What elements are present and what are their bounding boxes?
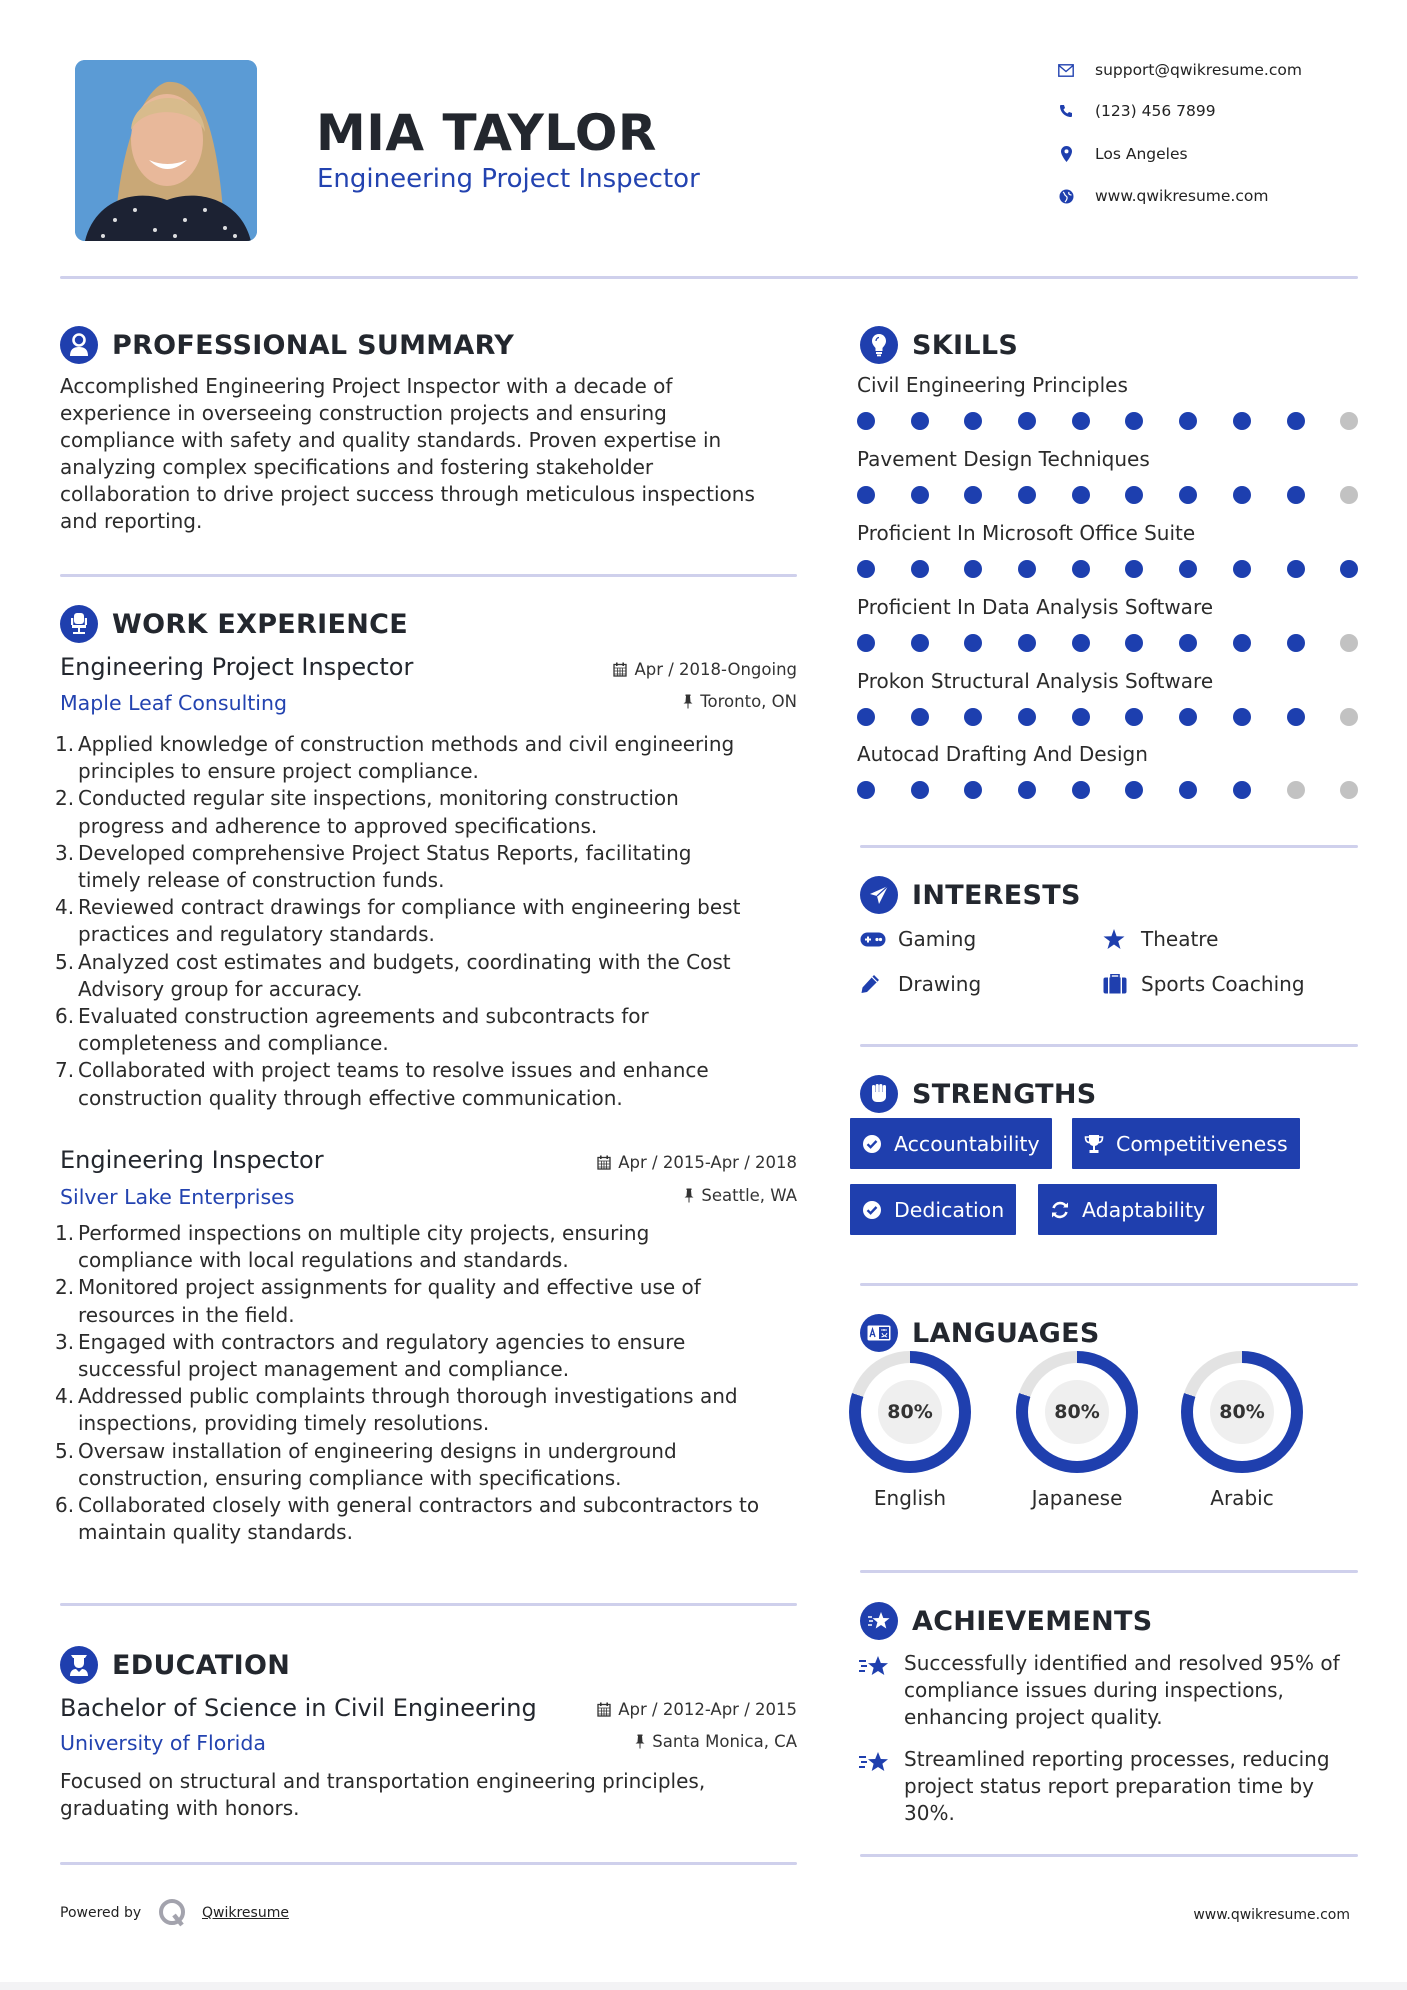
job-dates — [613, 660, 797, 679]
pushpin-icon — [635, 1734, 645, 1749]
interests-title: INTERESTS — [912, 879, 1081, 911]
summary-title: PROFESSIONAL SUMMARY — [112, 329, 515, 361]
contact-location — [1055, 141, 1385, 167]
summary-line: and reporting. — [60, 509, 203, 533]
contact-email[interactable] — [1055, 57, 1385, 83]
rating-dot-filled — [1018, 412, 1036, 430]
job-dates-text: Apr / 2015-Apr / 2018 — [618, 1153, 797, 1172]
rating-dot-filled — [1125, 486, 1143, 504]
star-badge-icon — [860, 1602, 898, 1640]
language-name: Japanese — [1031, 1486, 1123, 1510]
calendar-icon — [597, 1702, 611, 1717]
rating-dot-filled — [1072, 781, 1090, 799]
degree-title: Bachelor of Science in Civil Engineering — [60, 1694, 537, 1722]
skill-name: Civil Engineering Principles — [857, 373, 1128, 397]
strength-badge — [850, 1118, 1052, 1169]
fist-icon — [860, 1075, 898, 1113]
languages-title: LANGUAGES — [912, 1317, 1100, 1349]
achievement-text: Successfully identified and resolved 95% of compliance issues during inspections, enhancing project quality. — [904, 1651, 1340, 1729]
rating-dot-filled — [911, 634, 929, 652]
rating-dot-filled — [857, 412, 875, 430]
experience-heading — [60, 604, 408, 644]
skills-title: SKILLS — [912, 329, 1019, 361]
pushpin-icon — [683, 694, 693, 709]
education-description: Focused on structural and transportation engineering principles, graduating with honors. — [60, 1769, 706, 1820]
section-divider — [860, 1854, 1358, 1857]
user-icon — [60, 326, 98, 364]
rating-dot-filled — [1125, 708, 1143, 726]
rating-dot-filled — [1072, 560, 1090, 578]
rating-dot-filled — [911, 708, 929, 726]
list-item: 3. Engaged with contractors and regulatory agencies to ensure successful project management and compliance. — [55, 1329, 686, 1382]
calendar-icon — [597, 1155, 611, 1170]
achievement-item — [858, 1746, 1358, 1827]
email-text: support@qwikresume.com — [1095, 61, 1302, 79]
strength-label: Dedication — [894, 1197, 1005, 1222]
language-progress-ring — [1016, 1351, 1138, 1473]
skill-name: Autocad Drafting And Design — [857, 742, 1148, 766]
job-dates — [597, 1153, 797, 1172]
rating-dot-filled — [1072, 486, 1090, 504]
company-name: Maple Leaf Consulting — [60, 691, 288, 715]
translate-icon — [860, 1314, 898, 1352]
list-item: 2. Monitored project assignments for quality and effective use of resources in the field. — [55, 1275, 701, 1327]
header-divider — [60, 276, 1358, 279]
candidate-title: Engineering Project Inspector — [317, 164, 700, 194]
qwikresume-logo-icon — [158, 1898, 188, 1932]
rating-dot-filled — [911, 560, 929, 578]
strength-label: Accountability — [894, 1131, 1040, 1156]
job-location-text: Seattle, WA — [701, 1186, 797, 1205]
job-location — [684, 1186, 797, 1205]
rating-dot-filled — [1179, 708, 1197, 726]
interests-heading — [860, 875, 1081, 915]
gamepad-icon — [860, 932, 888, 947]
interest-label: Sports Coaching — [1141, 972, 1305, 996]
profile-photo — [75, 60, 257, 241]
rating-dot-filled — [1072, 634, 1090, 652]
list-item: 5. Analyzed cost estimates and budgets, coordinating with the Cost Advisory group for accuracy. — [55, 949, 731, 1001]
pushpin-icon — [684, 1188, 694, 1203]
section-divider — [860, 845, 1358, 848]
languages-heading — [860, 1313, 1100, 1353]
rating-dot-filled — [1233, 560, 1251, 578]
language-name: English — [873, 1486, 947, 1510]
rating-dot-filled — [1125, 781, 1143, 799]
rating-dot-filled — [964, 634, 982, 652]
skills-heading — [860, 325, 1018, 365]
skill-rating — [857, 486, 1394, 504]
list-item: 4. Reviewed contract drawings for compliance with engineering best practices and regulatory standards. — [55, 895, 741, 947]
contact-website[interactable] — [1055, 183, 1385, 209]
section-divider — [860, 1283, 1358, 1286]
rating-dot-filled — [1233, 486, 1251, 504]
rating-dot-filled — [1287, 486, 1305, 504]
phone-icon — [1055, 100, 1077, 122]
rating-dot-empty — [1340, 486, 1358, 504]
job-responsibilities — [55, 1220, 805, 1546]
shooting-star-icon — [858, 1746, 904, 1827]
company-name: Silver Lake Enterprises — [60, 1185, 295, 1209]
rating-dot-filled — [1125, 634, 1143, 652]
rating-dot-filled — [1125, 412, 1143, 430]
strengths-heading — [860, 1074, 1097, 1114]
section-divider — [60, 1862, 797, 1865]
language-percent: 80% — [878, 1380, 942, 1444]
star-icon — [1103, 929, 1131, 950]
summary-line: analyzing complex specifications and fostering stakeholder — [60, 455, 654, 479]
job-location — [683, 692, 797, 711]
strength-badge — [1072, 1118, 1300, 1169]
rating-dot-empty — [1287, 781, 1305, 799]
portrait-image — [75, 60, 257, 241]
qwikresume-link[interactable]: Qwikresume — [202, 1905, 289, 1921]
language-progress-ring — [849, 1351, 971, 1473]
job-dates-text: Apr / 2018-Ongoing — [634, 660, 797, 679]
language-percent: 80% — [1210, 1380, 1274, 1444]
rating-dot-filled — [857, 708, 875, 726]
skill-name: Proficient In Data Analysis Software — [857, 595, 1214, 619]
summary-line: Accomplished Engineering Project Inspector with a decade of — [60, 374, 673, 398]
check-circle-icon — [862, 1200, 882, 1220]
section-divider — [60, 1603, 797, 1606]
rating-dot-filled — [964, 781, 982, 799]
phone-text: (123) 456 7899 — [1095, 102, 1216, 120]
rating-dot-filled — [1072, 708, 1090, 726]
job-title: Engineering Inspector — [60, 1146, 324, 1174]
school-name: University of Florida — [60, 1731, 266, 1755]
refresh-icon — [1050, 1200, 1070, 1220]
language-percent: 80% — [1045, 1380, 1109, 1444]
strength-badge — [1038, 1184, 1217, 1235]
page-bottom-edge — [0, 1982, 1407, 1990]
skill-name: Pavement Design Techniques — [857, 447, 1150, 471]
rating-dot-filled — [1287, 412, 1305, 430]
map-marker-icon — [1055, 143, 1077, 165]
interest-item — [860, 970, 981, 998]
envelope-icon — [1055, 59, 1077, 81]
interest-item — [860, 925, 976, 953]
rating-dot-filled — [964, 412, 982, 430]
education-dates — [597, 1700, 797, 1719]
job-title: Engineering Project Inspector — [60, 653, 414, 681]
powered-by-text: Powered by — [60, 1905, 142, 1921]
summary-line: collaboration to drive project success through meticulous inspections — [60, 482, 755, 506]
list-item: 3. Developed comprehensive Project Status Reports, facilitating timely release of construction funds. — [55, 840, 692, 893]
rating-dot-filled — [1287, 708, 1305, 726]
rating-dot-filled — [1287, 634, 1305, 652]
rating-dot-filled — [964, 560, 982, 578]
rating-dot-filled — [1340, 560, 1358, 578]
section-divider — [860, 1044, 1358, 1047]
rating-dot-filled — [1179, 412, 1197, 430]
location-text: Los Angeles — [1095, 145, 1188, 163]
rating-dot-empty — [1340, 634, 1358, 652]
rating-dot-filled — [857, 560, 875, 578]
skill-name: Proficient In Microsoft Office Suite — [857, 521, 1196, 545]
summary-text — [60, 373, 800, 535]
skill-rating — [857, 412, 1394, 430]
interest-label: Gaming — [898, 927, 977, 951]
education-dates-text: Apr / 2012-Apr / 2015 — [618, 1700, 797, 1719]
strength-label: Adaptability — [1082, 1197, 1206, 1222]
job-location-text: Toronto, ON — [700, 692, 797, 711]
lightbulb-icon — [860, 326, 898, 364]
achievement-item — [858, 1650, 1358, 1731]
check-circle-icon — [862, 1134, 882, 1154]
rating-dot-filled — [1018, 486, 1036, 504]
rating-dot-filled — [911, 412, 929, 430]
list-item: 2. Conducted regular site inspections, monitoring construction progress and adherence to approved specifications. — [55, 786, 679, 838]
achievement-text: Streamlined reporting processes, reducing project status report preparation time by 30%. — [904, 1747, 1330, 1825]
list-item: 1. Applied knowledge of construction methods and civil engineering principles to ensure project compliance. — [55, 732, 735, 784]
rating-dot-filled — [1018, 708, 1036, 726]
interest-item — [1103, 970, 1305, 998]
education-location — [635, 1732, 797, 1751]
rating-dot-filled — [1179, 560, 1197, 578]
contact-phone[interactable] — [1055, 98, 1385, 124]
strength-label: Competitiveness — [1116, 1131, 1288, 1156]
rating-dot-filled — [1072, 412, 1090, 430]
skill-rating — [857, 781, 1394, 799]
rating-dot-empty — [1340, 781, 1358, 799]
summary-line: compliance with safety and quality standards. Proven expertise in — [60, 428, 722, 452]
rating-dot-filled — [857, 486, 875, 504]
interest-item — [1103, 925, 1218, 953]
rating-dot-filled — [1018, 781, 1036, 799]
rating-dot-filled — [1233, 412, 1251, 430]
rating-dot-filled — [1287, 560, 1305, 578]
education-title: EDUCATION — [112, 1649, 291, 1681]
rating-dot-filled — [857, 634, 875, 652]
rating-dot-filled — [964, 486, 982, 504]
office-chair-icon — [60, 605, 98, 643]
list-item: 1. Performed inspections on multiple city projects, ensuring compliance with local regulations and standards. — [55, 1221, 650, 1273]
experience-title: WORK EXPERIENCE — [112, 608, 408, 640]
paper-plane-icon — [860, 876, 898, 914]
list-item: 5. Oversaw installation of engineering designs in underground construction, ensuring compliance with specifications. — [55, 1438, 677, 1490]
rating-dot-empty — [1340, 412, 1358, 430]
rating-dot-filled — [1125, 560, 1143, 578]
education-heading — [60, 1645, 290, 1685]
summary-heading — [60, 325, 514, 365]
achievements-title: ACHIEVEMENTS — [912, 1605, 1153, 1637]
achievements-heading — [860, 1601, 1153, 1641]
list-item: 6. Collaborated closely with general contractors and subcontractors to maintain quality standards. — [55, 1493, 760, 1545]
section-divider — [60, 574, 797, 577]
trophy-icon — [1084, 1134, 1104, 1154]
rating-dot-filled — [1233, 634, 1251, 652]
language-progress-ring — [1181, 1351, 1303, 1473]
rating-dot-filled — [1233, 708, 1251, 726]
skill-name: Prokon Structural Analysis Software — [857, 669, 1214, 693]
rating-dot-filled — [1018, 560, 1036, 578]
strengths-title: STRENGTHS — [912, 1078, 1097, 1110]
rating-dot-empty — [1340, 708, 1358, 726]
graduate-icon — [60, 1646, 98, 1684]
pencil-icon — [860, 974, 888, 994]
list-item: 6. Evaluated construction agreements and subcontracts for completeness and compliance. — [55, 1004, 649, 1056]
interest-label: Drawing — [898, 972, 982, 996]
education-location-text: Santa Monica, CA — [652, 1732, 797, 1751]
strength-badge — [850, 1184, 1016, 1235]
section-divider — [860, 1570, 1358, 1573]
calendar-icon — [613, 662, 627, 677]
list-item: 4. Addressed public complaints through thorough investigations and inspections, providing timely resolutions. — [55, 1384, 738, 1436]
rating-dot-filled — [1179, 781, 1197, 799]
briefcase-icon — [1103, 974, 1131, 994]
globe-icon — [1055, 185, 1077, 207]
skill-rating — [857, 708, 1394, 726]
rating-dot-filled — [1018, 634, 1036, 652]
candidate-name: MIA TAYLOR — [316, 104, 657, 162]
skill-rating — [857, 634, 1394, 652]
shooting-star-icon — [858, 1650, 904, 1731]
interest-label: Theatre — [1141, 927, 1219, 951]
rating-dot-filled — [857, 781, 875, 799]
website-text: www.qwikresume.com — [1095, 187, 1269, 205]
rating-dot-filled — [1179, 486, 1197, 504]
skill-rating — [857, 560, 1394, 578]
rating-dot-filled — [911, 781, 929, 799]
job-responsibilities — [55, 731, 800, 1112]
footer-website[interactable]: www.qwikresume.com — [1193, 1907, 1350, 1923]
list-item: 7. Collaborated with project teams to resolve issues and enhance construction quality through effective communication. — [55, 1058, 709, 1110]
summary-line: experience in overseeing construction projects and ensuring — [60, 401, 667, 425]
rating-dot-filled — [1179, 634, 1197, 652]
rating-dot-filled — [911, 486, 929, 504]
rating-dot-filled — [1233, 781, 1251, 799]
language-name: Arabic — [1210, 1486, 1274, 1510]
rating-dot-filled — [964, 708, 982, 726]
